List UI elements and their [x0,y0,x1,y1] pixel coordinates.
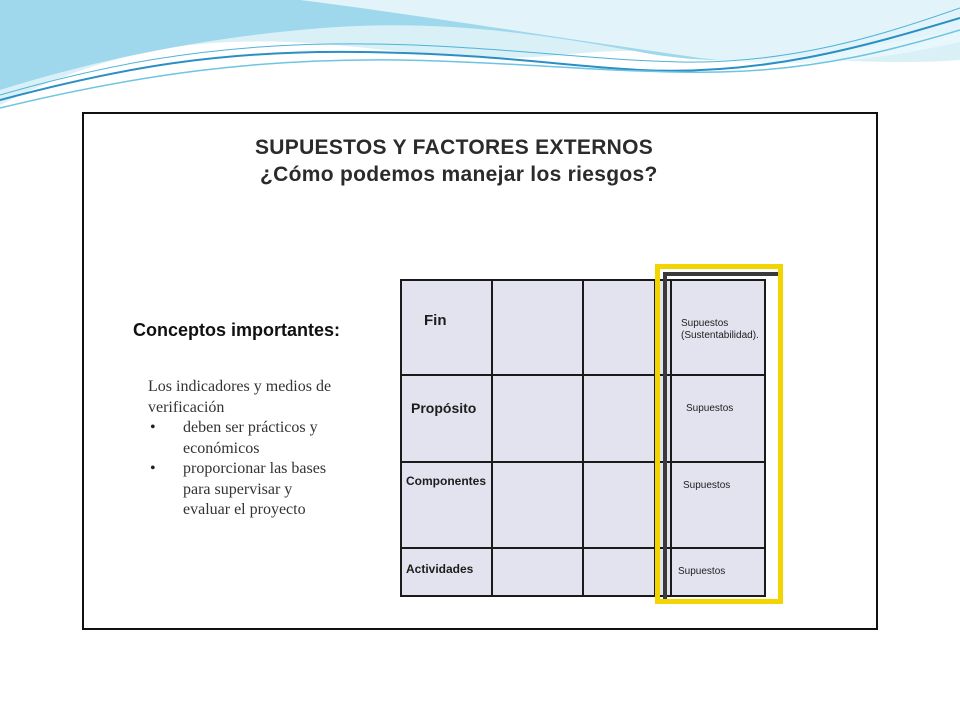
assumption-componentes: Supuestos [683,480,731,491]
concepts-bullet-list [148,418,388,521]
concepts-intro-line-2: verificación [148,398,225,416]
assumptions-highlight-box [655,264,783,604]
concepts-body [148,377,388,521]
bullet-line: • deben ser prácticos y [183,419,318,436]
assumption-fin-line-2: (Sustentabilidad). [681,330,759,341]
concepts-intro-line-1: Los indicadores y medios de [148,378,332,395]
bullet-line: • proporcionar las bases [183,460,327,477]
concepts-bullet-item [148,418,388,459]
assumption-fin-line-1: Supuestos [681,318,729,329]
bullet-line: para supervisar y [183,480,293,498]
concepts-bullet-item [148,459,388,521]
wave-decoration [0,0,960,130]
assumption-actividades: Supuestos [678,566,726,577]
matrix-row-label-proposito: Propósito [411,400,477,416]
matrix-row-label-componentes: Componentes [406,474,487,488]
bullet-line: económicos [183,439,260,457]
slide-subtitle: ¿Cómo podemos manejar los riesgos? [260,163,658,186]
slide-title: SUPUESTOS Y FACTORES EXTERNOS [255,136,654,159]
assumption-proposito: Supuestos [686,403,734,414]
concepts-heading: Conceptos importantes: [133,320,341,340]
matrix-row-label-fin: Fin [424,312,447,329]
matrix-row-label-actividades: Actividades [406,562,474,576]
bullet-line: evaluar el proyecto [183,501,306,518]
